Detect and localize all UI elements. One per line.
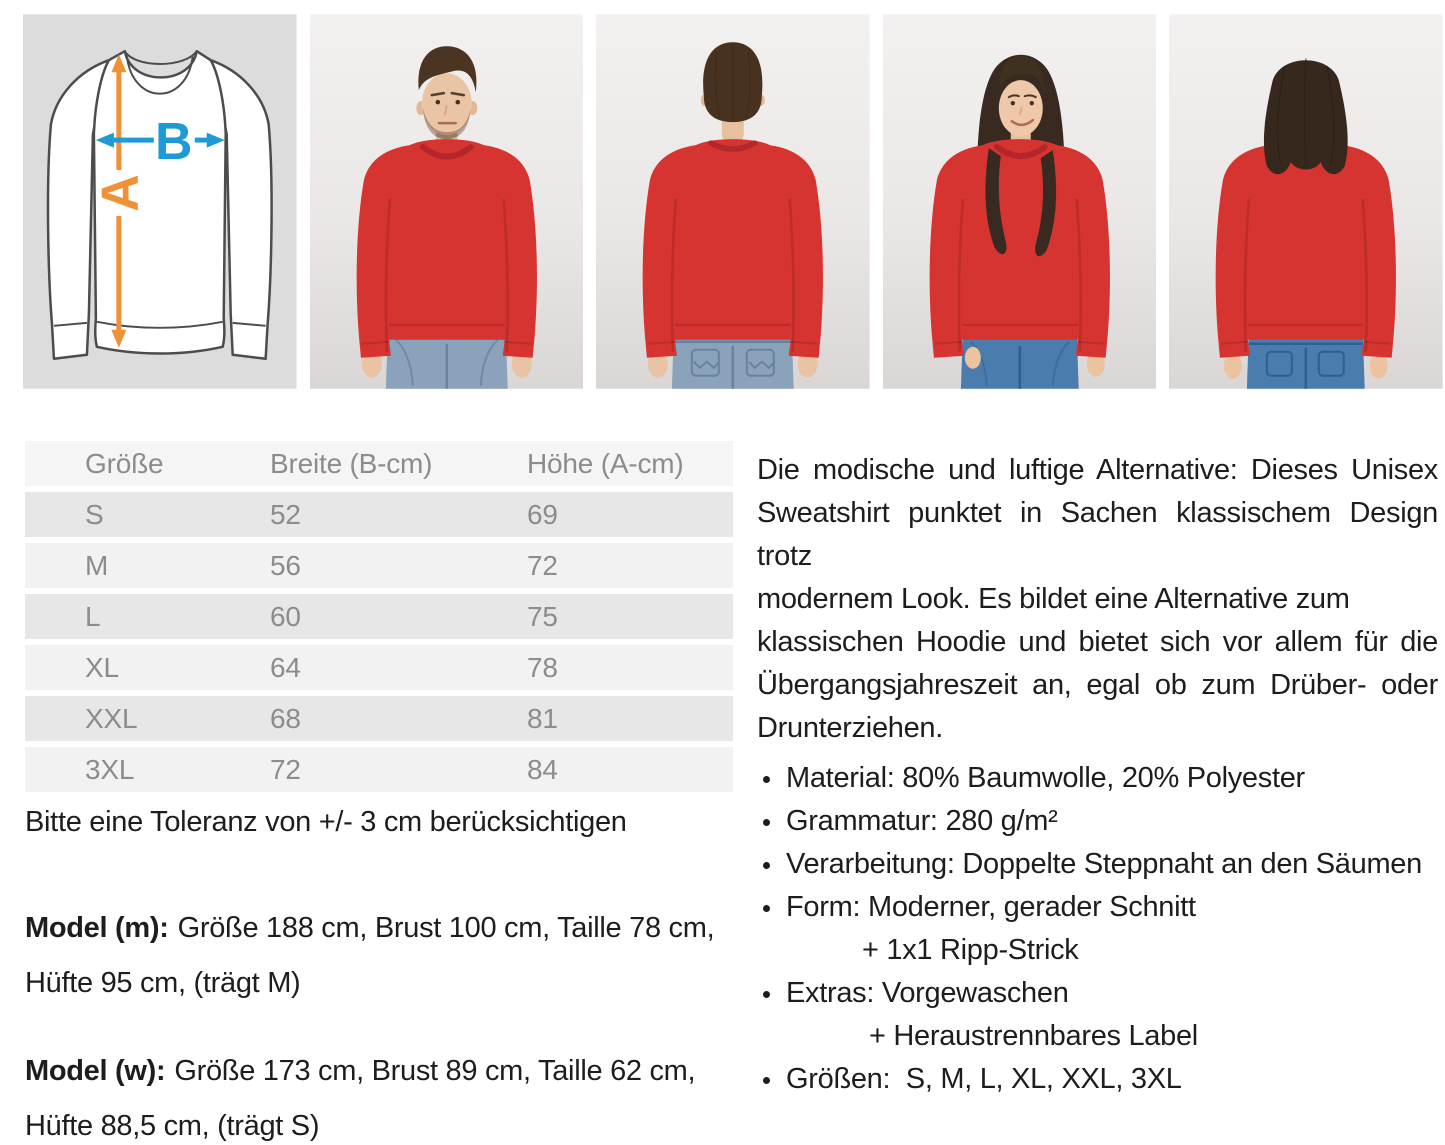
- feature-fit: Form: Moderner, gerader Schnitt: [760, 886, 1445, 929]
- cell-size: XXL: [25, 693, 270, 744]
- model-measurements: [25, 901, 731, 1145]
- cell-height: 72: [527, 540, 733, 591]
- red-sweatshirt: [929, 139, 1109, 358]
- cell-width: 60: [270, 591, 527, 642]
- cell-height: 78: [527, 642, 733, 693]
- width-arrow-label: B: [155, 112, 193, 171]
- model-male-label: Model (m):: [25, 912, 169, 944]
- feature-grammage: Grammatur: 280 g/m²: [760, 800, 1445, 843]
- product-image-gallery: [23, 14, 1443, 389]
- cell-size: M: [25, 540, 270, 591]
- size-table: [25, 441, 733, 798]
- feature-sizes: Größen: S, M, L, XL, XXL, 3XL: [760, 1058, 1445, 1101]
- feature-fit-extra: + 1x1 Ripp-Strick: [862, 934, 1079, 966]
- model-female-label: Model (w):: [25, 1055, 166, 1087]
- photo-female-front[interactable]: [883, 14, 1157, 389]
- male-front-figure: [310, 14, 584, 389]
- cell-height: 69: [527, 489, 733, 540]
- table-row: [25, 489, 733, 540]
- feature-list: [760, 757, 1445, 1101]
- photo-female-back[interactable]: [1169, 14, 1443, 389]
- col-header-size: Größe: [25, 441, 270, 489]
- cell-size: L: [25, 591, 270, 642]
- female-back-figure: [1169, 14, 1443, 389]
- table-row: [25, 540, 733, 591]
- table-row: [25, 744, 733, 795]
- cell-width: 64: [270, 642, 527, 693]
- cell-size: XL: [25, 642, 270, 693]
- red-sweatshirt: [1216, 139, 1396, 358]
- cell-width: 52: [270, 489, 527, 540]
- description-line: Sweatshirt punktet in Sachen klassischem Design trotz: [757, 497, 1438, 572]
- size-diagram: [23, 14, 297, 389]
- feature-material: Material: 80% Baumwolle, 20% Polyester: [760, 757, 1445, 800]
- description-line: klassischen Hoodie und bietet sich vor allem für die: [757, 626, 1438, 658]
- description-line: Übergangsjahreszeit an, egal ob zum Drüber- oder: [757, 669, 1438, 701]
- male-back-figure: [596, 14, 870, 389]
- female-front-figure: [883, 14, 1157, 389]
- table-row: [25, 693, 733, 744]
- table-row: [25, 642, 733, 693]
- cell-height: 81: [527, 693, 733, 744]
- product-description: [757, 449, 1438, 750]
- red-sweatshirt: [356, 139, 536, 358]
- cell-size: 3XL: [25, 744, 270, 795]
- photo-male-back[interactable]: [596, 14, 870, 389]
- photo-male-front[interactable]: [310, 14, 584, 389]
- model-female-info: [25, 1044, 731, 1145]
- height-arrow-label: A: [91, 174, 150, 212]
- left-hand-in-pocket: [965, 347, 981, 369]
- col-header-width: Breite (B-cm): [270, 441, 527, 489]
- model-male-info: [25, 901, 731, 1011]
- description-line: modernem Look. Es bildet eine Alternative zum: [757, 583, 1350, 615]
- model-male-details: Größe 188 cm, Brust 100 cm, Taille 78 cm, Hüfte 95 cm, (trägt M): [25, 912, 715, 999]
- size-diagram-image[interactable]: [23, 14, 297, 389]
- cell-height: 84: [527, 744, 733, 795]
- cell-width: 72: [270, 744, 527, 795]
- sweatshirt-outline: [48, 51, 272, 359]
- feature-extras: Extras: Vorgewaschen: [760, 972, 1445, 1015]
- cell-height: 75: [527, 591, 733, 642]
- model-female-details: Größe 173 cm, Brust 89 cm, Taille 62 cm, Hüfte 88,5 cm, (trägt S): [25, 1055, 696, 1142]
- col-header-height: Höhe (A-cm): [527, 441, 733, 489]
- tolerance-note: Bitte eine Toleranz von +/- 3 cm berücksichtigen: [25, 806, 627, 838]
- feature-workmanship: Verarbeitung: Doppelte Steppnaht an den Säumen: [760, 843, 1445, 886]
- table-header-row: [25, 441, 733, 489]
- table-row: [25, 591, 733, 642]
- description-line: Die modische und luftige Alternative: Dieses Unisex: [757, 454, 1438, 486]
- feature-extras-extra: + Heraustrennbares Label: [869, 1020, 1198, 1052]
- description-line: Drunterziehen.: [757, 712, 944, 744]
- jeans: [1247, 332, 1365, 389]
- red-sweatshirt: [643, 139, 823, 358]
- cell-size: S: [25, 489, 270, 540]
- cell-width: 68: [270, 693, 527, 744]
- hair-back: [1264, 58, 1348, 174]
- cell-width: 56: [270, 540, 527, 591]
